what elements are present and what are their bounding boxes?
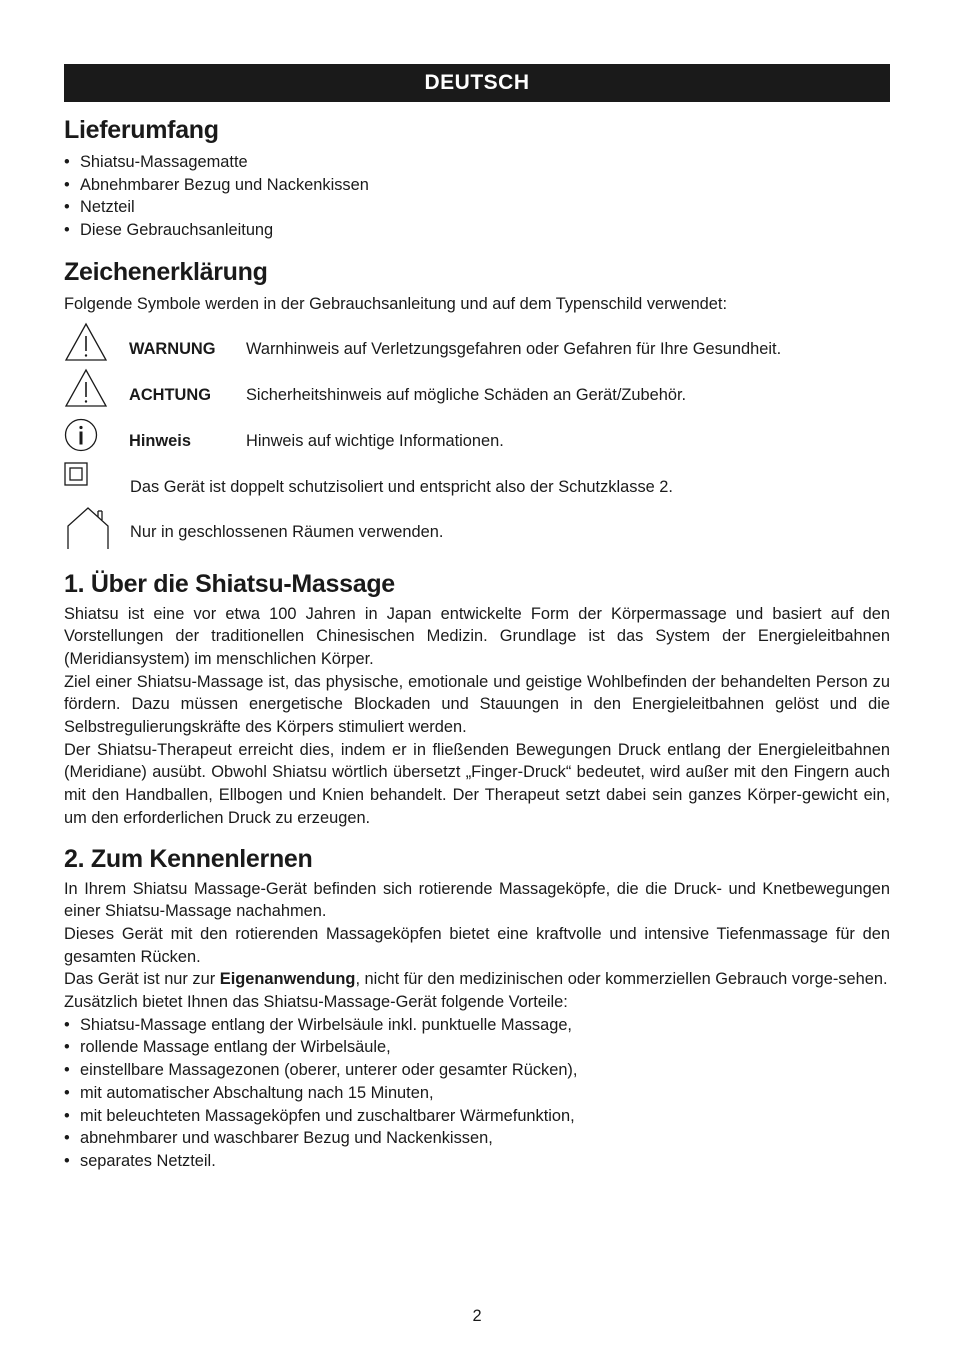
symbol-note-row (64, 414, 890, 460)
list-item: • mit automatischer Abschaltung nach 15 Minuten, (64, 1082, 890, 1105)
section1-paragraph: Ziel einer Shiatsu-Massage ist, das physische, emotionale und geistige Wohlbefinden der behandelten Person zu fördern. Dazu müssen energetische Blockaden und Stauungen in den Energieleitbahnen gelöst und die Selbstregulierungskräfte des Körpers stimuliert werden. (64, 672, 890, 737)
manual-page (64, 64, 890, 1173)
section1-paragraph: Der Shiatsu-Therapeut erreicht dies, indem er in fließenden Bewegungen Druck entlang der Energieleitbahnen (Meridiane) ausübt. Obwohl Shiatsu wörtlich übersetzt „Finger-Druck“ bedeutet, wird außer mit den Fingern auch mit den Handballen, Ellbogen und Knien behandelt. Der Therapeut setzt dabei sein ganzes Körper-gewicht ein, um den erforderlichen Druck zu erzeugen. (64, 740, 890, 827)
section1-title: 1. Über die Shiatsu-Massage (64, 569, 395, 598)
symbol-indoor-row (64, 506, 890, 554)
symbol-description: Das Gerät ist doppelt schutzisoliert und entspricht also der Schutzklasse 2. (130, 477, 673, 496)
section2-paragraph: Zusätzlich bietet Ihnen das Shiatsu-Massage-Gerät folgende Vorteile: (64, 993, 568, 1012)
text-run: , nicht für den medizinischen oder kommerziellen Gebrauch vorge-sehen. (355, 970, 888, 989)
scope-list (64, 151, 890, 242)
list-item: • Diese Gebrauchsanleitung (64, 219, 890, 242)
list-item: • rollende Massage entlang der Wirbelsäule, (64, 1036, 890, 1059)
symbol-label: WARNUNG (129, 339, 216, 358)
scope-title: Lieferumfang (64, 116, 219, 144)
section2-paragraph: Dieses Gerät mit den rotierenden Massageköpfen bietet eine kraftvolle und intensive Tiefenmassage für den gesamten Rücken. (64, 924, 890, 966)
symbol-label: Hinweis (129, 431, 191, 450)
symbol-description: Nur in geschlossenen Räumen verwenden. (130, 522, 444, 541)
section1-paragraph: Shiatsu ist eine vor etwa 100 Jahren in Japan entwickelte Form der Körpermassage und basiert auf den Vorstellungen der traditionellen Chinesischen Medizin. Grundlage ist das System der Energieleitbahnen (Meridiansystem) im menschlichen Körper. (64, 604, 890, 668)
symbol-description: Warnhinweis auf Verletzungsgefahren oder Gefahren für Ihre Gesundheit. (246, 339, 782, 358)
emphasis-own-use: Eigenanwendung (219, 970, 356, 989)
list-item: • Abnehmbarer Bezug und Nackenkissen (64, 174, 890, 197)
features-list (64, 1014, 890, 1173)
double-insulation-icon (64, 462, 90, 488)
list-item: • Shiatsu-Massagematte (64, 151, 890, 174)
text-run: Das Gerät ist nur zur (64, 970, 220, 989)
page-number: 2 (472, 1307, 482, 1325)
list-item: • einstellbare Massagezonen (oberer, unterer oder gesamter Rücken), (64, 1059, 890, 1082)
symbol-warning-row (64, 322, 890, 368)
section2-paragraph: In Ihrem Shiatsu Massage-Gerät befinden sich rotierende Massageköpfe, die die Druck- und Knetbewegungen einer Shiatsu-Massage nachahmen. (64, 879, 890, 921)
list-item: • Netzteil (64, 196, 890, 219)
info-icon (64, 418, 98, 452)
list-item: • mit beleuchteten Massageköpfen und zuschaltbarer Wärmefunktion, (64, 1105, 890, 1128)
section2-title: 2. Zum Kennenlernen (64, 844, 313, 873)
symbols-title: Zeichenerklärung (64, 257, 268, 286)
symbol-description: Sicherheitshinweis auf mögliche Schäden an Gerät/Zubehör. (246, 385, 687, 404)
warning-triangle-icon (64, 322, 108, 362)
warning-triangle-icon (64, 368, 108, 408)
list-item: • separates Netzteil. (64, 1150, 890, 1173)
symbols-intro: Folgende Symbole werden in der Gebrauchsanleitung und auf dem Typenschild verwendet: (64, 294, 728, 313)
symbol-class2-row (64, 460, 890, 506)
symbol-caution-row (64, 368, 890, 414)
list-item: • Shiatsu-Massage entlang der Wirbelsäule inkl. punktuelle Massage, (64, 1014, 890, 1037)
symbol-label: ACHTUNG (129, 385, 211, 404)
language-header: DEUTSCH (64, 64, 890, 102)
section2-paragraph (64, 968, 890, 991)
list-item: • abnehmbarer und waschbarer Bezug und Nackenkissen, (64, 1127, 890, 1150)
symbol-description: Hinweis auf wichtige Informationen. (246, 431, 504, 450)
indoor-house-icon (64, 506, 112, 550)
